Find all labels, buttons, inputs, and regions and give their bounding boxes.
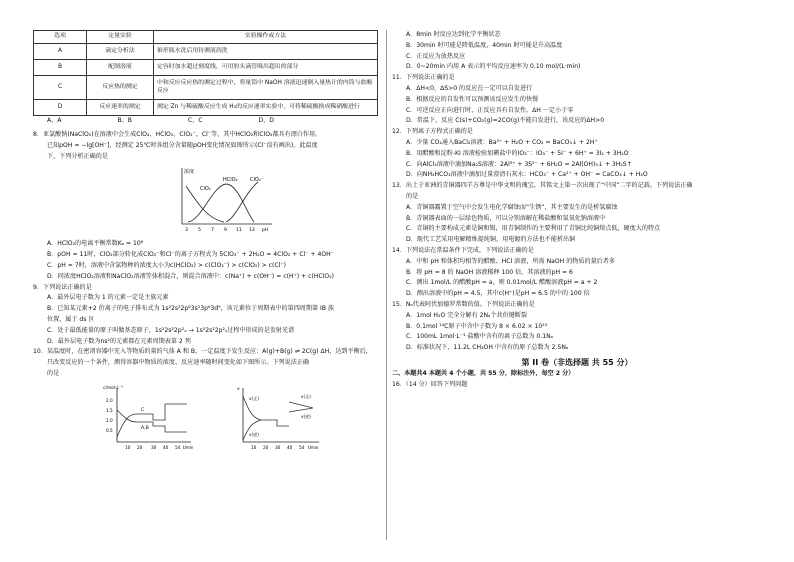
chart-svg (168, 164, 278, 236)
x-tick: 7 (211, 228, 214, 234)
table-cell: A (34, 44, 87, 60)
table-cell: 反应热的测定 (87, 76, 154, 100)
table-header: 定量实验 (87, 31, 154, 44)
question-14-stem: 14．下列说法在常温条件下完成，下列说法正确的是 (392, 246, 534, 254)
experiment-table (33, 30, 378, 116)
q14-option: B．将 pH = 8 的 NaOH 溶液稀释 100 倍，其溶液的pH = 6 (406, 268, 573, 276)
series-label: v(正) (249, 395, 259, 401)
table-header: 实验操作或方法 (154, 31, 378, 44)
q13-option: A．青铜器露置于空气中会发生电化学腐蚀而“生锈”，其主要发生的是析氢腐蚀 (406, 203, 618, 211)
table-header: 选项 (34, 31, 87, 44)
question-16-stem: 16．（14 分）回答下列问题 (392, 380, 468, 388)
table-header-row (34, 31, 378, 44)
table-cell: 滴定分析法 (87, 44, 154, 60)
reverse-rate (243, 420, 261, 440)
answer-option: B、B (117, 117, 132, 124)
q12-option: C．向AlCl₃溶液中滴加Na₂S溶液：2Al³⁺ + 3S²⁻ + 6H₂O = 2Al(OH)₃↓ + 3H₂S↑ (406, 160, 632, 168)
q8-option: C．pH = 7时，溶液中含氯物种的浓度大小为c(HClO₂) > c(ClO₂⁻) > c(ClO₂) > c(Cl⁻) (47, 261, 286, 269)
x-tick: 13 (249, 228, 255, 234)
series-label: ClO₂ (200, 186, 211, 193)
q10-option: C．正反应为放热反应 (406, 52, 466, 60)
q14-option: D．测出溶液中的pH = 4.5，其中c(H⁺)是pH = 6.5 的中的 100 倍 (406, 290, 590, 298)
question-10-stem: 10．某温度时，在密闭容器中充入等物质的量的气体 A 和 B，一定温度下发生反应：A(g)+B(g) ⇌ 2C(g) ΔH，达到平衡后， (33, 348, 372, 356)
x-tick: 54 (299, 444, 305, 450)
right-column (392, 30, 762, 391)
question-12-stem: 12．下列离子方程式正确的是 (392, 128, 473, 136)
x-unit: t/min (183, 444, 193, 450)
column-divider (386, 30, 387, 540)
table-row (34, 76, 378, 100)
series-label: v(逆) (249, 431, 259, 437)
series-label: HClO₂ (223, 177, 238, 184)
q10-option: A．8min 时反应达到化学平衡状态 (406, 31, 501, 38)
question-11-stem: 11．下列说法正确的是 (392, 74, 455, 82)
x-tick: 40 (163, 444, 169, 450)
answer-option: A、A (47, 117, 62, 124)
x-tick: 20 (263, 444, 269, 450)
x-tick: 3 (185, 228, 188, 234)
y-tick: 0.5 (106, 427, 113, 433)
q15-option: C．100mL 1mol·L⁻¹ 盐酸中含有的离子总数为 0.1Nₐ (406, 333, 554, 341)
x-unit: t/min (308, 444, 319, 450)
table-row (34, 100, 378, 116)
series-label: ClO₂⁻ (250, 177, 264, 184)
reaction-charts (103, 382, 323, 452)
x-tick: 30 (151, 444, 157, 450)
q11-option: B．根据反应的自发性可以预测该反应发生的快慢 (406, 95, 539, 103)
answer-option: C、C (187, 117, 203, 124)
table-cell: 反应速率的测定 (87, 100, 154, 116)
table-cell: 配制溶液 (87, 60, 154, 76)
y-axis-label: v (237, 386, 240, 392)
q13-option: D．现代工艺采用电解精炼提纯铜，用电镀的方法也不能析出铜 (406, 236, 576, 244)
question-8-stem: 下，下列分析正确的是 (47, 152, 108, 160)
table-cell: D (34, 100, 87, 116)
q11-option: A．ΔH<0，ΔS>0 的反应在一定可以自发进行 (406, 84, 533, 92)
table-cell: 定容时加水超过刻度线，可用胶头滴管吸出超出的部分 (154, 60, 378, 76)
q15-option: B．0.1mol ¹⁴C原子中含中子数为 8 × 6.02 × 10²³ (406, 322, 548, 330)
table-row (34, 60, 378, 76)
y-tick: 2.0 (106, 397, 113, 403)
ab-curve (117, 410, 187, 432)
question-10-stem: 只改变反应的一个条件，测得容器中物质的浓度、反应速率随时间变化如下图所示。下列说法正确 (47, 359, 310, 367)
table-cell: 中和反应反应热的测定过程中，将量筒中 NaOH 溶液迅速倒入量热计的内筒与盐酸反应 (154, 76, 378, 100)
x-tick: 10 (125, 444, 131, 450)
q12-option: A．少量 CO₂通入BaCl₂溶液：Ba²⁺ + H₂O + CO₂ = BaCO₃↓ + 2H⁺ (406, 138, 598, 146)
q11-option: D．常温下，反应 C(s)+CO₂(g)=2CO(g)不能自发进行，该反应的ΔH>0 (406, 117, 605, 125)
section-title: 第 II 卷（非选择题 共 55 分） (521, 357, 633, 367)
question-13-stem: 的是 (406, 192, 419, 200)
x-tick: 30 (275, 444, 281, 450)
y-tick: 1.0 (106, 417, 113, 423)
q14-option: C．测出 1mol/L 的醋酸pH = a，则 0.01mol/L 醋酸溶液pH = a + 2 (406, 279, 598, 287)
species-distribution-chart (168, 164, 278, 236)
q9-option: C．处于最低能量的原子叫做基态原子，1s²2s²2p²ₓ → 1s²2s²2p²ᵧ过程中形成的是发射光谱 (47, 326, 295, 334)
answer-options (33, 116, 378, 126)
x-tick: 40 (287, 444, 293, 450)
table-cell: B (34, 60, 87, 76)
x-tick: 5 (198, 228, 201, 234)
q9-option: D．最外层电子数为ns²的元素都在元素周期表第 2 列 (47, 337, 191, 345)
concentration-chart (103, 382, 193, 452)
series-label: v(正) (301, 393, 311, 399)
q8-option: D．同浓度HClO₂溶液和NaClO₂溶液等体积混合，则混合溶液中：c(Na⁺) + c(OH⁻) = c(H⁺) + c(HClO₂) (47, 272, 335, 280)
q9-option: B．已知某元素+2 价离子的电子排布式为 1s²2s²2p⁶3s²3p⁶3d⁹，该元素位于周期表中的第四周期第 IB 族 (47, 305, 335, 313)
q8-option: B．pOH = 11时，ClO₂部分转化成ClO₂⁻和Cl⁻的离子方程式为 5ClO₂⁻ + 2H₂O = 4ClO₂ + Cl⁻ + 4OH⁻ (47, 251, 334, 259)
x-tick: pH (262, 228, 269, 234)
question-13-stem: 13．出土于亚洲的青铜器四羊方尊是中华文明的瑰宝，其铭文上第一次出现了“中国”二字的记载。下列说法正确 (392, 182, 693, 190)
q15-option: D．标准状况下，11.2L CH₃OH 中含有的原子总数为 2.5Nₐ (406, 344, 569, 352)
section-note: 二、本题共4 本题共 4 个小题，共 55 分，除标注外，每空 2 分） (392, 369, 575, 377)
table-cell: 测定 Zn 与稀硫酸反应生成 H₂的反应速率实验中，可将稀硫酸换成稀硝酸进行 (154, 100, 378, 116)
q10-option: B．30min 时可能是降低温度，40min 时可能是升高温度 (406, 41, 563, 49)
question-8-stem: 8．亚氯酸钠(NaClO₂)在溶液中会生成ClO₂、HClO₂、ClO₂⁻、Cl⁻等，其中HClO₂和ClO₂都具有漂白作用。 (33, 131, 322, 138)
q9-option: 位置，属于 ds 区 (47, 315, 95, 323)
y-axis-label: c/mol·L⁻¹ (103, 385, 123, 391)
q12-option: B．用醋酸和淀粉-KI 溶液检验加碘盐中的IO₃⁻：IO₃⁻ + 5I⁻ + 6H⁺ = 3I₂ + 3H₂O (406, 149, 629, 157)
y-tick: 1.5 (106, 407, 113, 413)
q13-option: C．青铜的主要构成元素是铜和锡，用青铜制作的主要利用了青铜比纯铜熔点低，硬度大的特点 (406, 225, 661, 233)
series-label: C (141, 407, 145, 413)
left-column (33, 30, 378, 452)
question-9-stem: 9．下列说法正确的是 (33, 283, 92, 291)
x-tick: 20 (137, 444, 143, 450)
table-cell: 锥形瓶水洗后用待测液润洗 (154, 44, 378, 60)
x-tick: 11 (236, 228, 242, 234)
question-10-stem: 的是 (47, 369, 60, 377)
question-8-stem: 已知pOH = −lg[OH⁻]，经测定 25℃时各组分含量随pOH变化情况如图所示(Cl⁻没有画出)。此温度 (47, 141, 318, 149)
rate-chart (231, 382, 321, 452)
question-15-stem: 15．Nₐ代表阿伏加德罗常数的值。下列说法正确的是 (392, 300, 535, 308)
q15-option: A．1mol H₂O 完全分解有 2Nₐ个共价键断裂 (406, 311, 527, 319)
table-row (34, 44, 378, 60)
y-axis-label: 浓度 (184, 169, 195, 176)
x-tick: 54 (175, 444, 181, 450)
rate-after-change (289, 402, 313, 412)
q9-option: A．最外层电子数为 1 的元素一定是主族元素 (47, 294, 169, 302)
series-label: v(逆) (301, 413, 311, 419)
q12-option: D．向NH₄HCO₃溶液中滴加过量澄清石灰水：HCO₃⁻ + Ca²⁺ + OH⁻ = CaCO₃↓ + H₂O (406, 171, 648, 179)
table-cell: C (34, 76, 87, 100)
x-tick: 10 (251, 444, 257, 450)
q8-option: A．HClO₂的电离平衡常数Kₐ = 10⁶ (47, 240, 144, 248)
q10-option: D．0~20min 内用 A 表示的平均反应速率为 0.10 mol/(L·min) (406, 63, 581, 71)
x-tick: 9 (224, 228, 227, 234)
answer-option: D、D (258, 117, 274, 124)
series-label: A,B (141, 425, 149, 431)
q13-option: B．青铜器表面的一层绿色物质，可以分别溶解在稀盐酸和氢氧化钠溶液中 (406, 214, 606, 222)
q14-option: A．中和 pH 和体积均相等的醋酸、HCl 溶液，所需 NaOH 的物质的量后者多 (406, 257, 615, 265)
q11-option: C．可逆反应正向进行时，正反应具有自发性，ΔH 一定小于零 (406, 106, 574, 114)
